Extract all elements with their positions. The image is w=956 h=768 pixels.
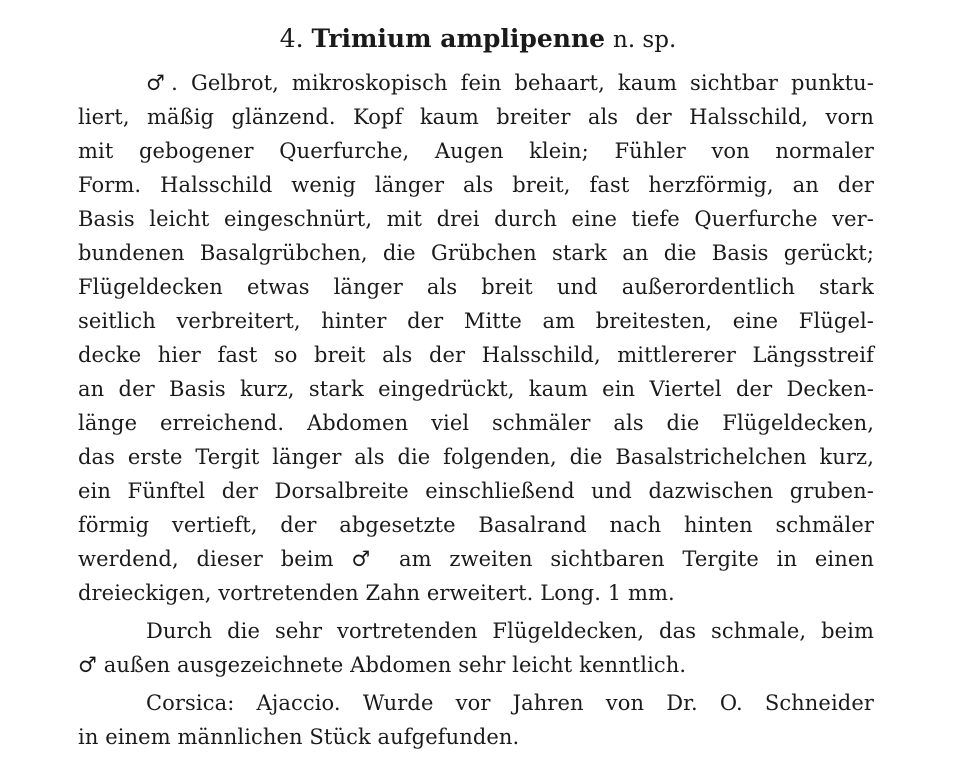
text-line: ♂. Gelbrot, mikroskopisch fein behaart, kaum sichtbar punktu- <box>146 71 874 95</box>
text-line: seitlich verbreitert, hinter der Mitte am breitesten, eine Flügel- <box>78 309 874 333</box>
text-line: decke hier fast so breit als der Halsschild, mittlererer Längsstreif <box>78 343 874 367</box>
section-number: 4. <box>279 24 304 53</box>
text-line: das erste Tergit länger als die folgenden, die Basalstrichelchen kurz, <box>78 445 874 469</box>
text-line: an der Basis kurz, stark eingedrückt, kaum ein Viertel der Decken- <box>78 377 874 401</box>
text-line: in einem männlichen Stück aufgefunden. <box>78 725 520 749</box>
text-line: Form. Halsschild wenig länger als breit, fast herzförmig, an der <box>78 173 874 197</box>
text-line: liert, mäßig glänzend. Kopf kaum breiter als der Halsschild, vorn <box>78 105 874 129</box>
text-line: länge erreichend. Abdomen viel schmäler als die Flügeldecken, <box>78 411 874 435</box>
new-species-marker: n. sp. <box>613 27 677 53</box>
text-line: ♂ außen ausgezeichnete Abdomen sehr leicht kenntlich. <box>78 653 687 677</box>
text-line: Basis leicht eingeschnürt, mit drei durch eine tiefe Querfurche ver- <box>78 207 874 231</box>
text-line: dreieckigen, vortretenden Zahn erweitert. Long. 1 mm. <box>78 581 675 605</box>
text-line: ein Fünftel der Dorsalbreite einschließend und dazwischen gruben- <box>78 479 874 503</box>
text-line: mit gebogener Querfurche, Augen klein; Fühler von normaler <box>78 139 874 163</box>
text-line: förmig vertieft, der abgesetzte Basalrand nach hinten schmäler <box>78 513 874 537</box>
text-line: Corsica: Ajaccio. Wurde vor Jahren von Dr. O. Schneider <box>146 691 874 715</box>
text-line: Flügeldecken etwas länger als breit und außerordentlich stark <box>78 275 874 299</box>
text-line: bundenen Basalgrübchen, die Grübchen stark an die Basis gerückt; <box>78 241 874 265</box>
text-line: werdend, dieser beim ♂ am zweiten sichtbaren Tergite in einen <box>78 547 874 571</box>
species-heading <box>0 22 956 57</box>
species-name: Trimium amplipenne <box>311 24 606 53</box>
text-line: Durch die sehr vortretenden Flügeldecken, das schmale, beim <box>146 619 874 643</box>
